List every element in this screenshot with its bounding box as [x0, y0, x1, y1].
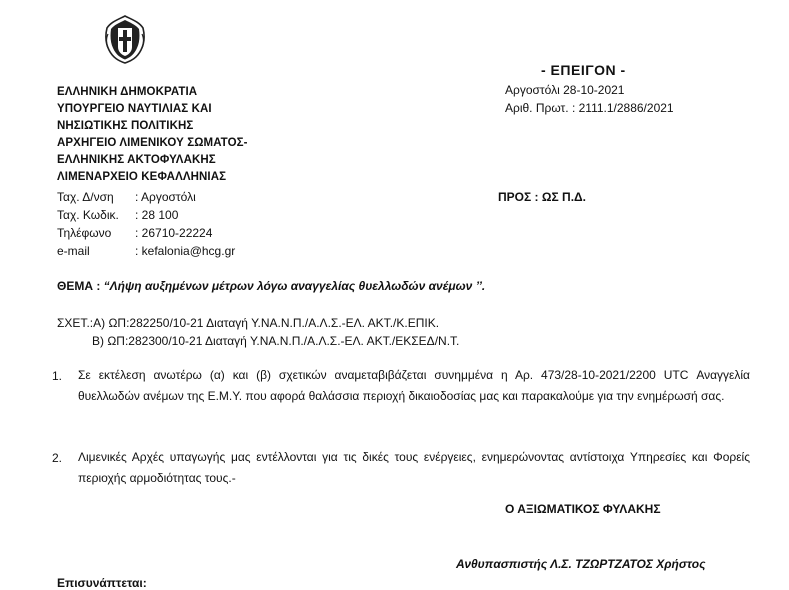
contact-postal	[57, 208, 178, 222]
sender-line-1: ΕΛΛΗΝΙΚΗ ΔΗΜΟΚΡΑΤΙΑ	[57, 86, 198, 98]
recipient: ΠΡΟΣ : ΩΣ Π.Δ.	[498, 190, 586, 204]
sender-line-6: ΛΙΜΕΝΑΡΧΕΙΟ ΚΕΦΑΛΛΗΝΙΑΣ	[57, 171, 227, 183]
signature-title: Ο ΑΞΙΩΜΑΤΙΚΟΣ ΦΥΛΑΚΗΣ	[505, 502, 661, 516]
subject-line	[57, 279, 485, 293]
contact-email-value: : kefalonia@hcg.gr	[135, 244, 236, 258]
sender-line-3: ΝΗΣΙΩΤΙΚΗΣ ΠΟΛΙΤΙΚΗΣ	[57, 120, 194, 132]
contact-phone-value: : 26710-22224	[135, 226, 213, 240]
contact-email	[57, 244, 235, 258]
paragraph-1-number: 1.	[52, 369, 63, 383]
contact-phone-label: Τηλέφωνο	[57, 226, 112, 240]
reference-b: Β) ΩΠ:282300/10-21 Διαταγή Υ.ΝΑ.Ν.Π./Α.Λ.Σ.-ΕΛ. ΑΚΤ./ΕΚΣΕΔ/Ν.Τ.	[92, 334, 460, 348]
paragraph-1-text: Σε εκτέλεση ανωτέρω (α) και (β) σχετικών αναμεταβιβάζεται συνημμένα η Αρ. 473/28-10-2021/2200 UTC Αναγγελία θυελλωδών ανέμων της Ε.Μ.Υ. που αφορά θαλάσσια περιοχή δικαιοδοσίας μας και παρακαλούμε για την ενημέρωσή σας.	[78, 368, 750, 403]
contact-postal-label: Ταχ. Κωδικ.	[57, 208, 119, 222]
subject-text: “Λήψη αυξημένων μέτρων λόγω αναγγελίας θυελλωδών ανέμων ’’.	[103, 279, 486, 293]
contact-address	[57, 190, 196, 204]
contact-address-value: : Αργοστόλι	[135, 190, 196, 204]
paragraph-2-text: Λιμενικές Αρχές υπαγωγής μας εντέλλονται για τις δικές τους ενέργειες, ενημερώνοντας αντίστοιχα Υπηρεσίες και Φορείς περιοχής αρμοδιότητας τους.-	[78, 450, 750, 485]
contact-address-label: Ταχ. Δ/νση	[57, 190, 114, 204]
protocol-number: Αριθ. Πρωτ. : 2111.1/2886/2021	[505, 101, 674, 115]
paragraph-2-number: 2.	[52, 451, 63, 465]
attachment-label: Επισυνάπτεται:	[57, 576, 147, 590]
sender-line-5: ΕΛΛΗΝΙΚΗΣ ΑΚΤΟΦΥΛΑΚΗΣ	[57, 154, 216, 166]
sender-line-2: ΥΠΟΥΡΓΕΙΟ ΝΑΥΤΙΛΙΑΣ ΚΑΙ	[57, 103, 212, 115]
sender-line-4: ΑΡΧΗΓΕΙΟ ΛΙΜΕΝΙΚΟΥ ΣΩΜΑΤΟΣ-	[57, 137, 248, 149]
classification-label: - ΕΠΕΙΓΟΝ -	[541, 62, 626, 78]
signatory-name: Ανθυπασπιστής Λ.Σ. ΤΖΩΡΤΖΑΤΟΣ Χρήστος	[456, 557, 706, 571]
place-date: Αργοστόλι 28-10-2021	[505, 83, 625, 97]
coat-of-arms-emblem	[103, 14, 147, 64]
contact-email-label: e-mail	[57, 244, 90, 258]
reference-a: ΣΧΕΤ.:Α) ΩΠ:282250/10-21 Διαταγή Υ.ΝΑ.Ν.Π./Α.Λ.Σ.-ΕΛ. ΑΚΤ./Κ.ΕΠΙΚ.	[57, 316, 440, 330]
contact-postal-value: : 28 100	[135, 208, 179, 222]
subject-label: ΘΕΜΑ :	[57, 279, 104, 293]
contact-phone	[57, 226, 212, 240]
